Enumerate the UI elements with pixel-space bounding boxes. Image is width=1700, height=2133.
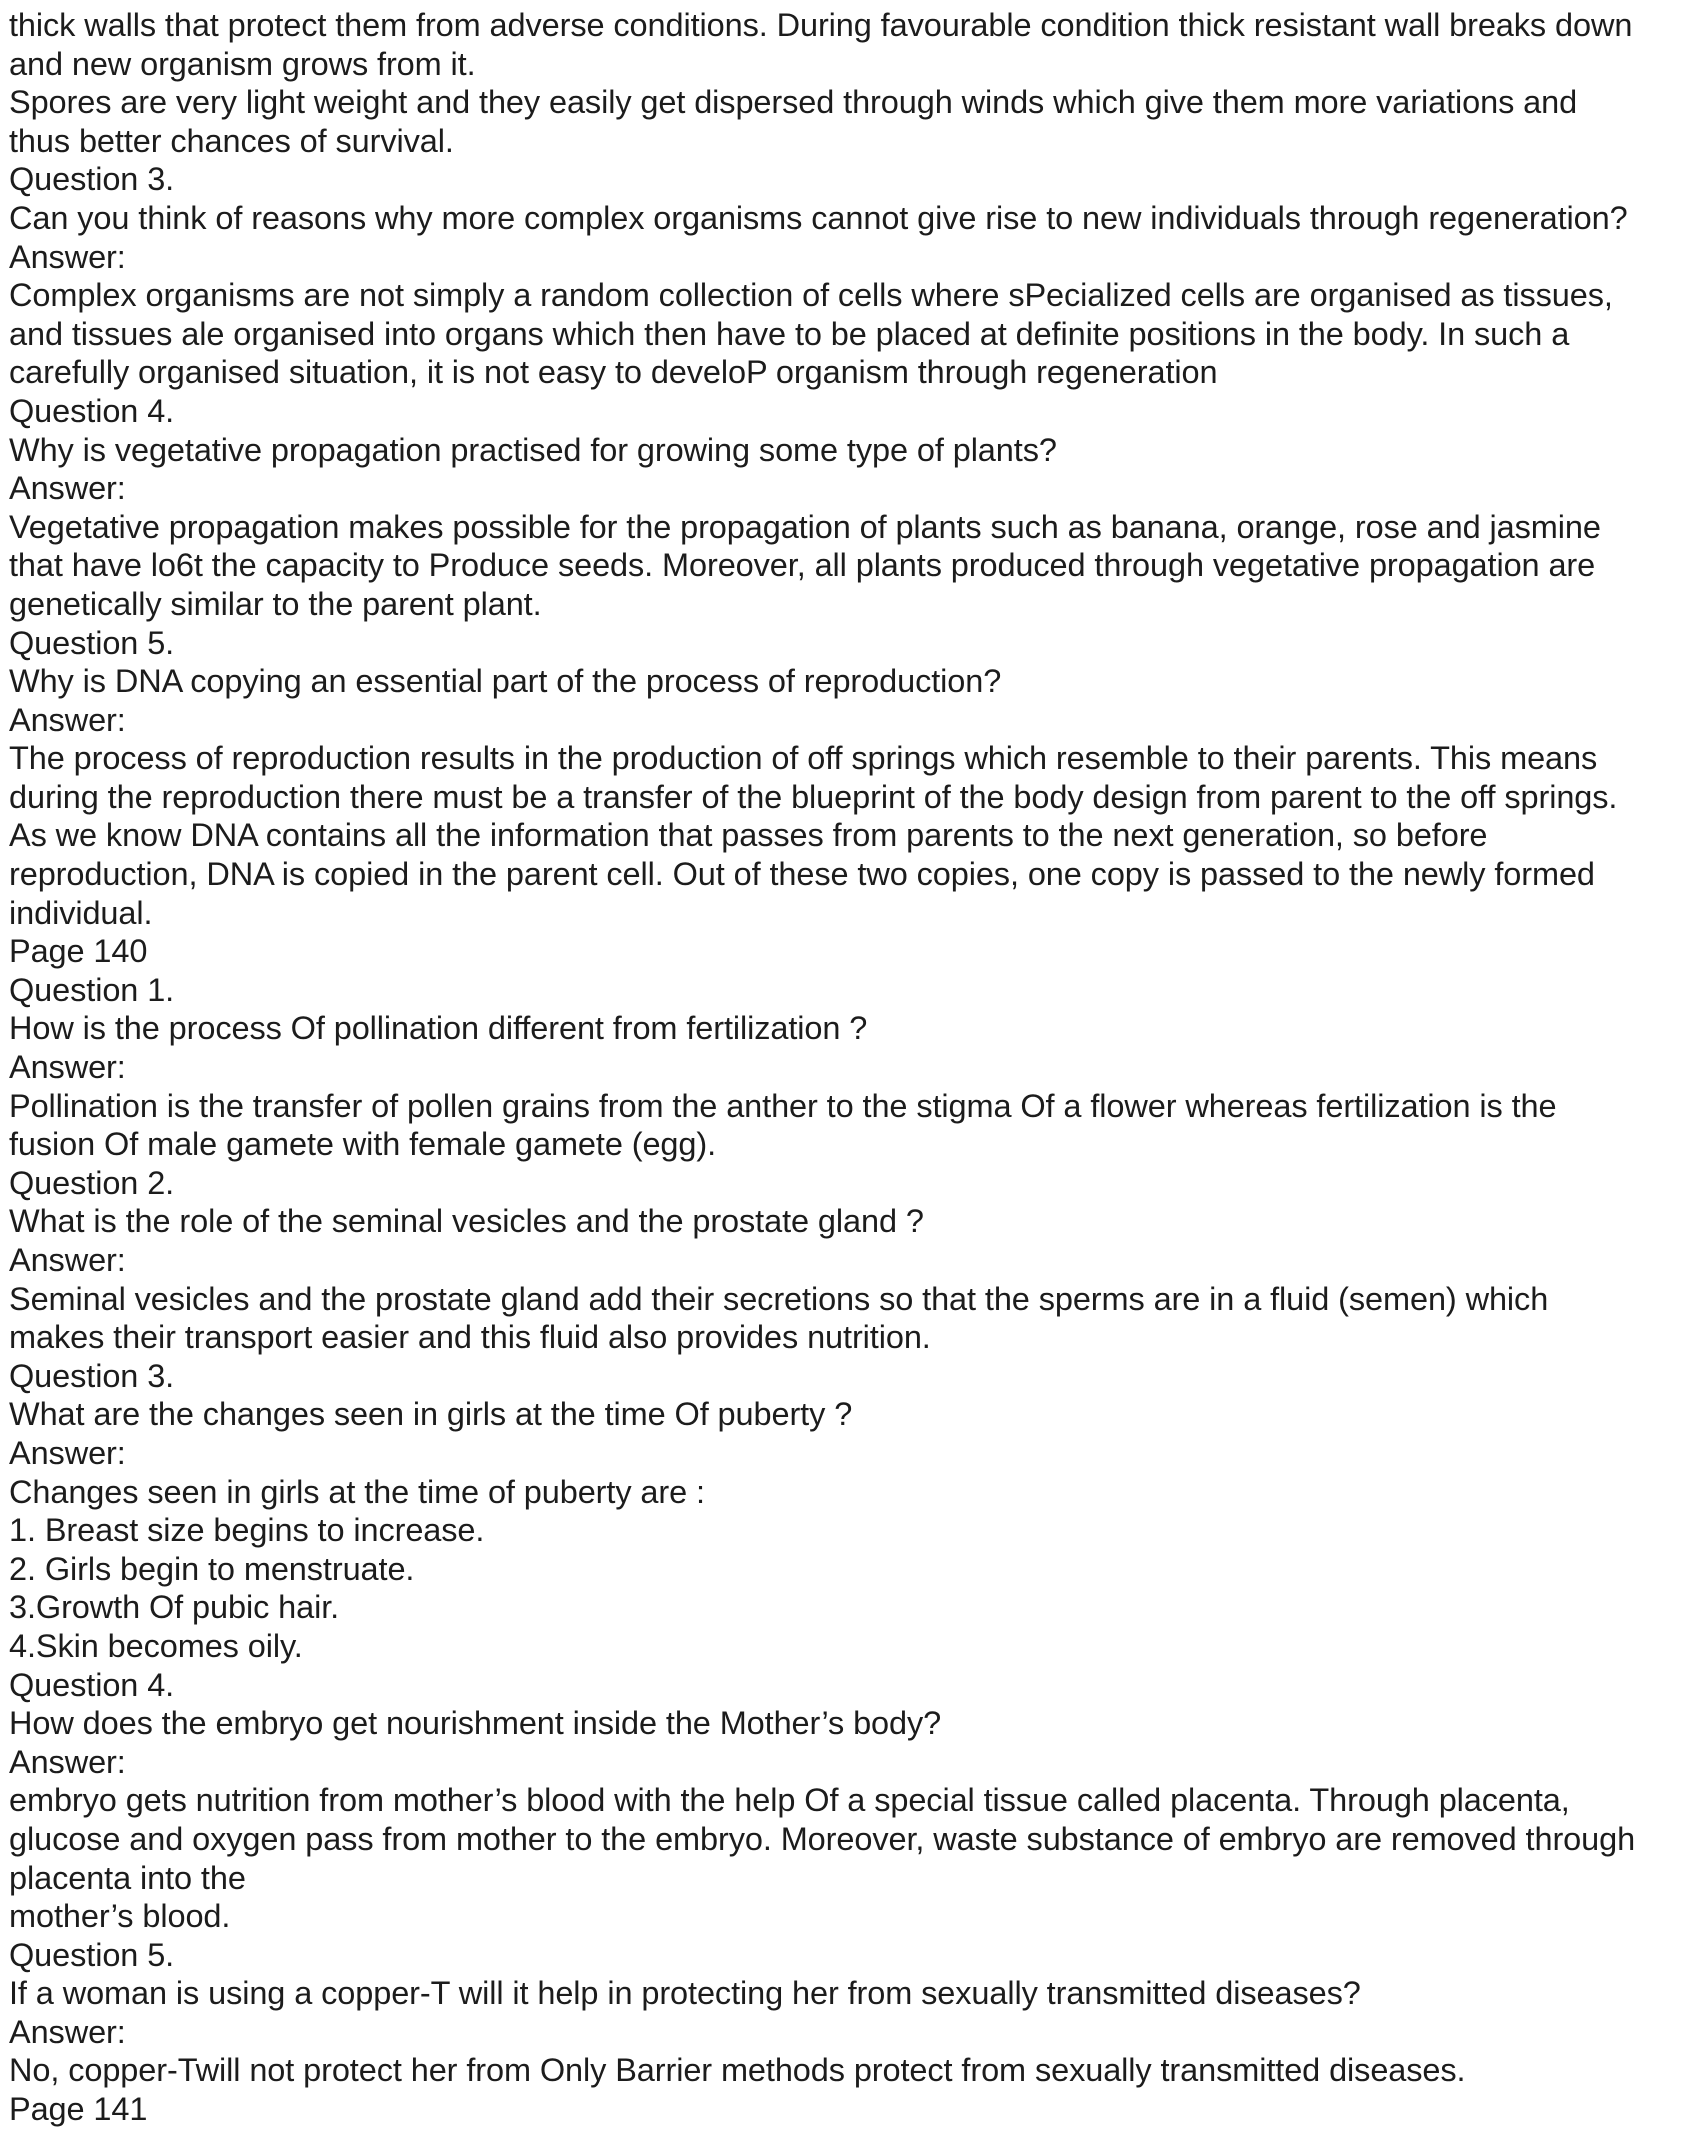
text-line: Spores are very light weight and they easily get dispersed through winds which give them more variations and [9,84,1578,121]
question-heading: Question 4. [9,392,175,429]
text-line: thick walls that protect them from adverse conditions. During favourable condition thick resistant wall breaks down [9,7,1633,43]
text-line: carefully organised situation, it is not easy to develoP organism through regeneration [9,354,1218,391]
list-item: 3.Growth Of pubic hair. [9,1589,340,1626]
text-line: individual. [9,894,153,931]
text-line: Complex organisms are not simply a random collection of cells where sPecialized cells are organised as tissues, [9,277,1613,314]
text-line: Seminal vesicles and the prostate gland add their secretions so that the sperms are in a fluid (semen) which [9,1280,1549,1317]
text-line: and new organism grows from it. [9,45,476,82]
answer-label: Answer: [9,1743,126,1780]
question-text: How is the process Of pollination different from fertilization ? [9,1010,868,1047]
question-heading: Question 1. [9,971,175,1008]
text-line: fusion Of male gamete with female gamete (egg). [9,1126,717,1163]
answer-label: Answer: [9,2013,126,2050]
question-heading: Question 4. [9,1666,175,1703]
text-line: that have lo6t the capacity to Produce seeds. Moreover, all plants produced through vegetative propagation are [9,547,1596,584]
question-text: What is the role of the seminal vesicles and the prostate gland ? [9,1203,924,1240]
page-number: Page 140 [9,933,148,970]
text-line: during the reproduction there must be a transfer of the blueprint of the body design from parent to the off springs. [9,778,1618,815]
text-line: Pollination is the transfer of pollen grains from the anther to the stigma Of a flower whereas fertilization is the [9,1087,1557,1124]
question-heading: Question 5. [9,1936,175,1973]
question-text: Why is DNA copying an essential part of the process of reproduction? [9,663,1002,700]
answer-label: Answer: [9,1434,126,1471]
text-line: genetically similar to the parent plant. [9,585,542,622]
text-line: The process of reproduction results in the production of off springs which resemble to their parents. This means [9,740,1598,777]
answer-label: Answer: [9,470,126,507]
page-number: Page 141 [9,2091,148,2128]
list-item: 4.Skin becomes oily. [9,1627,303,1664]
answer-label: Answer: [9,1049,126,1086]
text-line: makes their transport easier and this fluid also provides nutrition. [9,1319,931,1356]
document-page [9,6,1694,2129]
text-line: Vegetative propagation makes possible for the propagation of plants such as banana, orange, rose and jasmine [9,508,1601,545]
text-line: reproduction, DNA is copied in the parent cell. Out of these two copies, one copy is passed to the newly formed [9,856,1595,893]
answer-label: Answer: [9,701,126,738]
answer-label: Answer: [9,238,126,275]
question-text: How does the embryo get nourishment inside the Mother’s body? [9,1705,942,1742]
question-heading: Question 3. [9,1357,175,1394]
text-line: Changes seen in girls at the time of puberty are : [9,1473,705,1510]
question-text: Can you think of reasons why more complex organisms cannot give rise to new individuals through regeneration? [9,199,1628,236]
text-line: No, copper-Twill not protect her from Only Barrier methods protect from sexually transmitted diseases. [9,2052,1466,2089]
question-heading: Question 5. [9,624,175,661]
question-text: Why is vegetative propagation practised for growing some type of plants? [9,431,1057,468]
text-line: embryo gets nutrition from mother’s blood with the help Of a special tissue called placenta. Through placenta, [9,1782,1570,1819]
answer-label: Answer: [9,1242,126,1278]
list-item: 1. Breast size begins to increase. [9,1512,485,1549]
question-text: What are the changes seen in girls at the time Of puberty ? [9,1396,853,1433]
list-item: 2. Girls begin to menstruate. [9,1550,415,1587]
question-heading: Question 2. [9,1164,175,1201]
text-line: As we know DNA contains all the information that passes from parents to the next generation, so before [9,817,1488,854]
question-text: If a woman is using a copper-T will it help in protecting her from sexually transmitted diseases? [9,1975,1361,2012]
text-line: mother’s blood. [9,1898,231,1935]
text-line: glucose and oxygen pass from mother to the embryo. Moreover, waste substance of embryo are removed through [9,1820,1636,1857]
question-heading: Question 3. [9,161,175,198]
text-line: and tissues ale organised into organs which then have to be placed at definite positions in the body. In such a [9,315,1570,352]
text-line: thus better chances of survival. [9,122,454,159]
text-line: placenta into the [9,1859,246,1896]
